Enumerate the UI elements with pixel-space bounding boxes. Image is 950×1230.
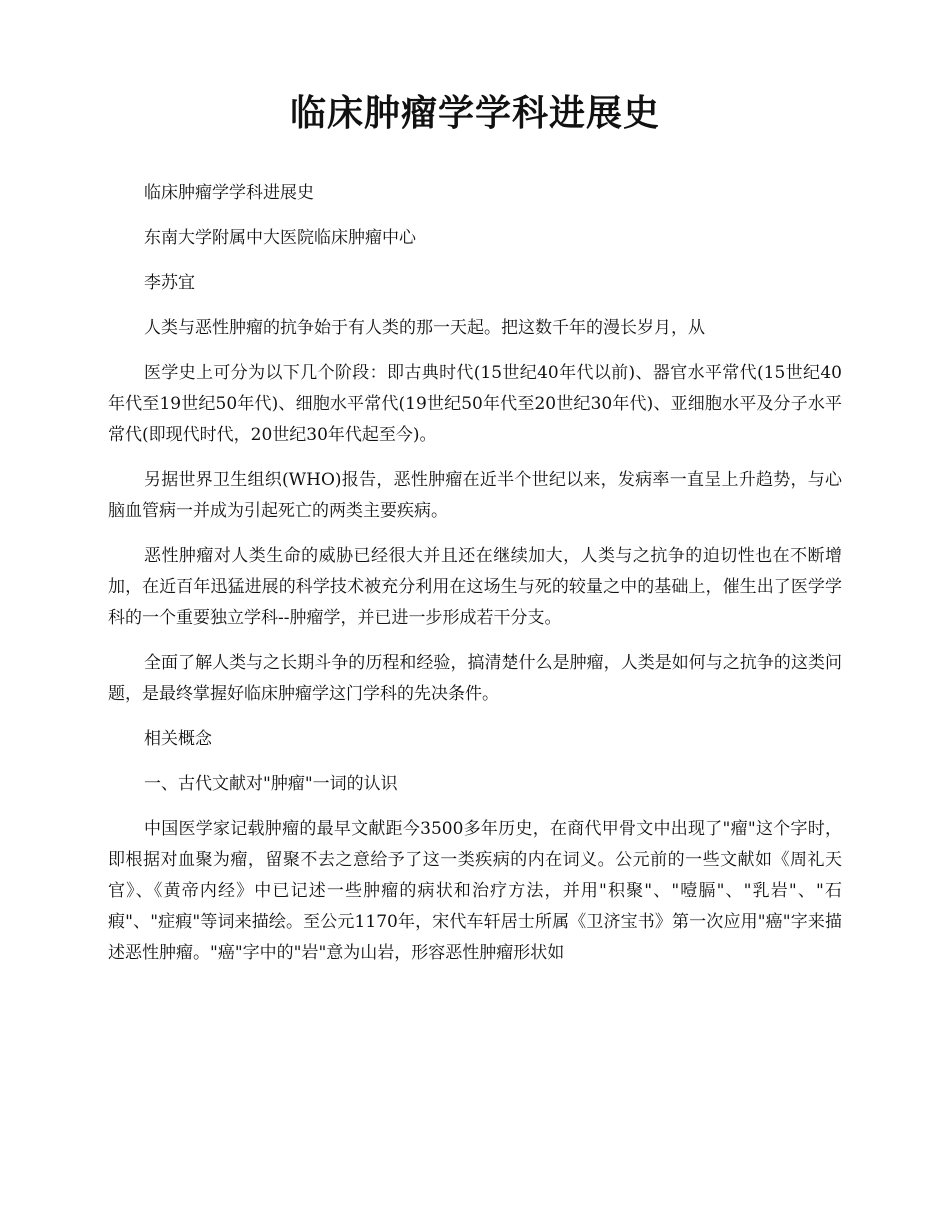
- paragraph-affiliation: 东南大学附属中大医院临床肿瘤中心: [144, 228, 416, 248]
- paragraph-intro: 人类与恶性肿瘤的抗争始于有人类的那一天起。把这数千年的漫长岁月，从: [144, 318, 705, 338]
- paragraph-stages: 医学史上可分为以下几个阶段：即古典时代(15世纪40年代以前)、器官水平常代(15世纪40年代至19世纪50年代)、细胞水平常代(19世纪50年代至20世纪30年代)、亚细胞水平及分子水平常代(即现代时代，20世纪30年代起至今)。: [108, 363, 842, 445]
- paragraph-ancient-literature: 中国医学家记载肿瘤的最早文献距今3500多年历史，在商代甲骨文中出现了"瘤"这个字时，即根据对血聚为瘤，留聚不去之意给予了这一类疾病的内在词义。公元前的一些文献如《周礼天官》、《黄帝内经》中已记述一些肿瘤的病状和治疗方法，并用"积聚"、"噎膈"、"乳岩"、"石瘕"、"症瘕"等词来描绘。至公元1170年，宋代车轩居士所属《卫济宝书》第一次应用"癌"字来描述恶性肿瘤。"癌"字中的"岩"意为山岩，形容恶性肿瘤形状如: [108, 819, 842, 963]
- paragraph-subsection-heading: 一、古代文献对"肿瘤"一词的认识: [144, 774, 398, 794]
- paragraph-who-report: 另据世界卫生组织(WHO)报告，恶性肿瘤在近半个世纪以来，发病率一直呈上升趋势，与心脑血管病一并成为引起死亡的两类主要疾病。: [108, 470, 842, 521]
- document-title: 临床肿瘤学学科进展史: [289, 92, 660, 134]
- document-body: [108, 178, 842, 969]
- paragraph-author: 李苏宜: [144, 273, 195, 293]
- paragraph-threat: 恶性肿瘤对人类生命的威胁已经很大并且还在继续加大，人类与之抗争的迫切性也在不断增加，在近百年迅猛进展的科学技术被充分利用在这场生与死的较量之中的基础上，催生出了医学学科的一个重要独立学科--肿瘤学，并已进一步形成若干分支。: [108, 546, 842, 628]
- paragraph-heading-repeat: 临床肿瘤学学科进展史: [144, 183, 314, 203]
- paragraph-section-heading: 相关概念: [144, 729, 212, 749]
- paragraph-understanding: 全面了解人类与之长期斗争的历程和经验，搞清楚什么是肿瘤，人类是如何与之抗争的这类问题，是最终掌握好临床肿瘤学这门学科的先决条件。: [108, 653, 842, 704]
